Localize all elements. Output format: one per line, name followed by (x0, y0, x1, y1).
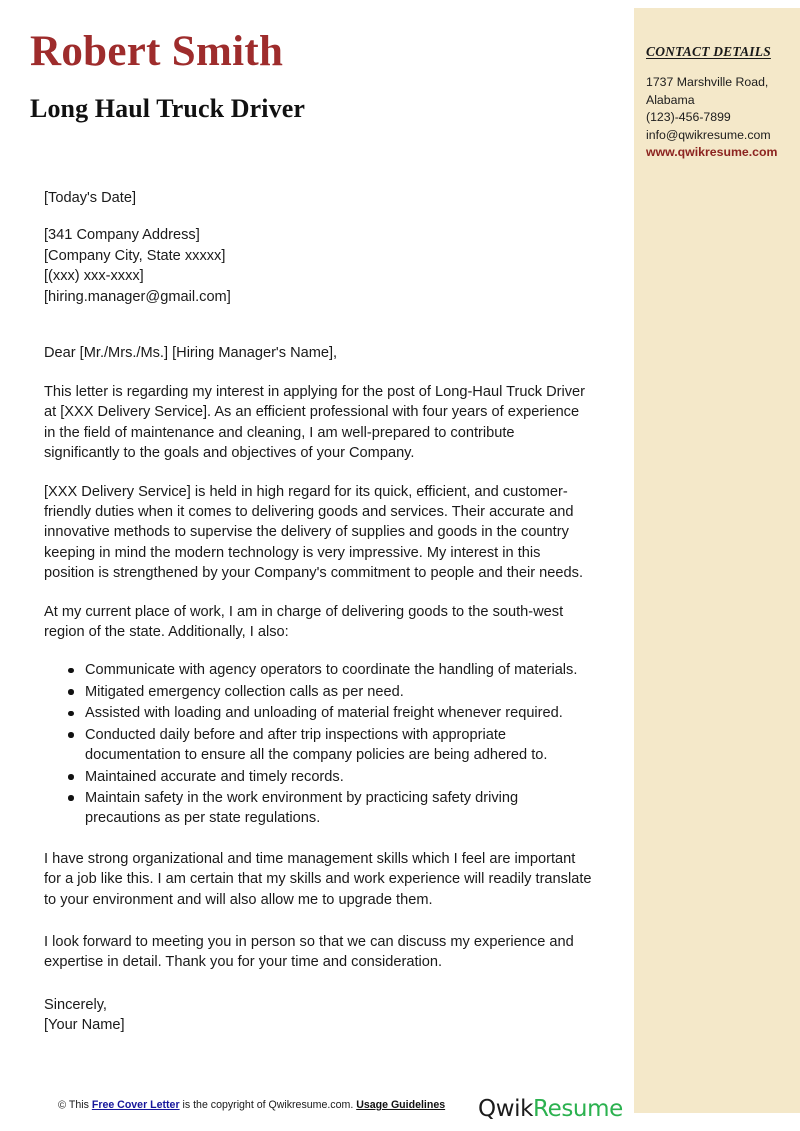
letter-paragraph-5: I look forward to meeting you in person so that we can discuss my experience and expertise in detail. Thank you for your time and consideration. (44, 933, 574, 971)
contact-website[interactable]: www.qwikresume.com (646, 145, 778, 159)
letter-paragraph-2: [XXX Delivery Service] is held in high regard for its quick, efficient, and customer-friendly duties when it comes to delivering goods and services. Their accurate and innovative methods to supervise the delivery of supplies and goods in the country keeping in mind the modern technology is very impressive. My interest in this position is strengthened by your Company's commitment to people and their needs. (44, 483, 583, 582)
recipient-city-line: [Company City, State xxxxx] (44, 247, 226, 264)
recipient-phone-line: [(xxx) xxx-xxxx] (44, 268, 144, 284)
footer-credit-text (58, 1098, 445, 1113)
letter-paragraph-3: At my current place of work, I am in charge of delivering goods to the south-west region of the state. Additionally, I also: (44, 603, 564, 641)
signature-name: [Your Name] (44, 1017, 125, 1034)
recipient-email-line: [hiring.manager@gmail.com] (44, 288, 231, 305)
applicant-name: Robert Smith (30, 28, 284, 75)
letter-paragraph-1: This letter is regarding my interest in applying for the post of Long-Haul Truck Driver at [XXX Delivery Service]. As an efficient professional with four years of experience in the field of maintenance and cleaning, I am well-prepared to contribute significantly to the goals and objectives of your Company. (44, 384, 586, 462)
letter-paragraph-4: I have strong organizational and time management skills which I feel are important for a job like this. I am certain that my skills and work experience will readily translate to your environment and will also allow me to upgrade them. (44, 850, 592, 908)
footer-text-before-link: This (68, 1099, 92, 1111)
applicant-job-title: Long Haul Truck Driver (30, 94, 305, 123)
list-item: Assisted with loading and unloading of material freight whenever required. (44, 703, 592, 723)
footer-text-after-link: is the copyright of Qwikresume.com. (179, 1099, 357, 1111)
logo-text-resume: Resume (533, 1096, 623, 1122)
recipient-address-block (44, 225, 592, 307)
contact-details-heading: CONTACT DETAILS (646, 44, 771, 59)
list-item: Communicate with agency operators to coordinate the handling of materials. (44, 660, 592, 680)
letter-content (44, 188, 592, 1036)
list-item: Mitigated emergency collection calls as per need. (44, 682, 592, 702)
contact-address-line-2: Alabama (646, 92, 695, 107)
letter-salutation: Dear [Mr./Mrs./Ms.] [Hiring Manager's Name], (44, 345, 338, 361)
contact-details-sidebar (634, 8, 800, 1113)
list-item: Maintain safety in the work environment by practicing safety driving precautions as per state regulations. (44, 788, 592, 829)
qwikresume-logo (478, 1092, 623, 1126)
duties-list (44, 660, 592, 828)
letter-date: [Today's Date] (44, 190, 137, 206)
contact-address-line-1: 1737 Marshville Road, (646, 75, 769, 89)
contact-email: info@qwikresume.com (646, 127, 771, 142)
free-cover-letter-link[interactable]: Free Cover Letter (91, 1099, 180, 1111)
copyright-icon: © (58, 1099, 67, 1112)
usage-guidelines-link[interactable]: Usage Guidelines (356, 1099, 446, 1111)
signoff-block (44, 995, 592, 1036)
page-footer (0, 1090, 634, 1131)
list-item: Conducted daily before and after trip inspections with appropriate documentation to ensure all the company policies are being adhered to. (44, 725, 592, 766)
logo-text-qwik: Qwik (478, 1096, 534, 1122)
list-item: Maintained accurate and timely records. (44, 767, 592, 787)
contact-phone: (123)-456-7899 (646, 110, 731, 124)
recipient-address-line: [341 Company Address] (44, 227, 200, 243)
signoff-text: Sincerely, (44, 996, 107, 1013)
